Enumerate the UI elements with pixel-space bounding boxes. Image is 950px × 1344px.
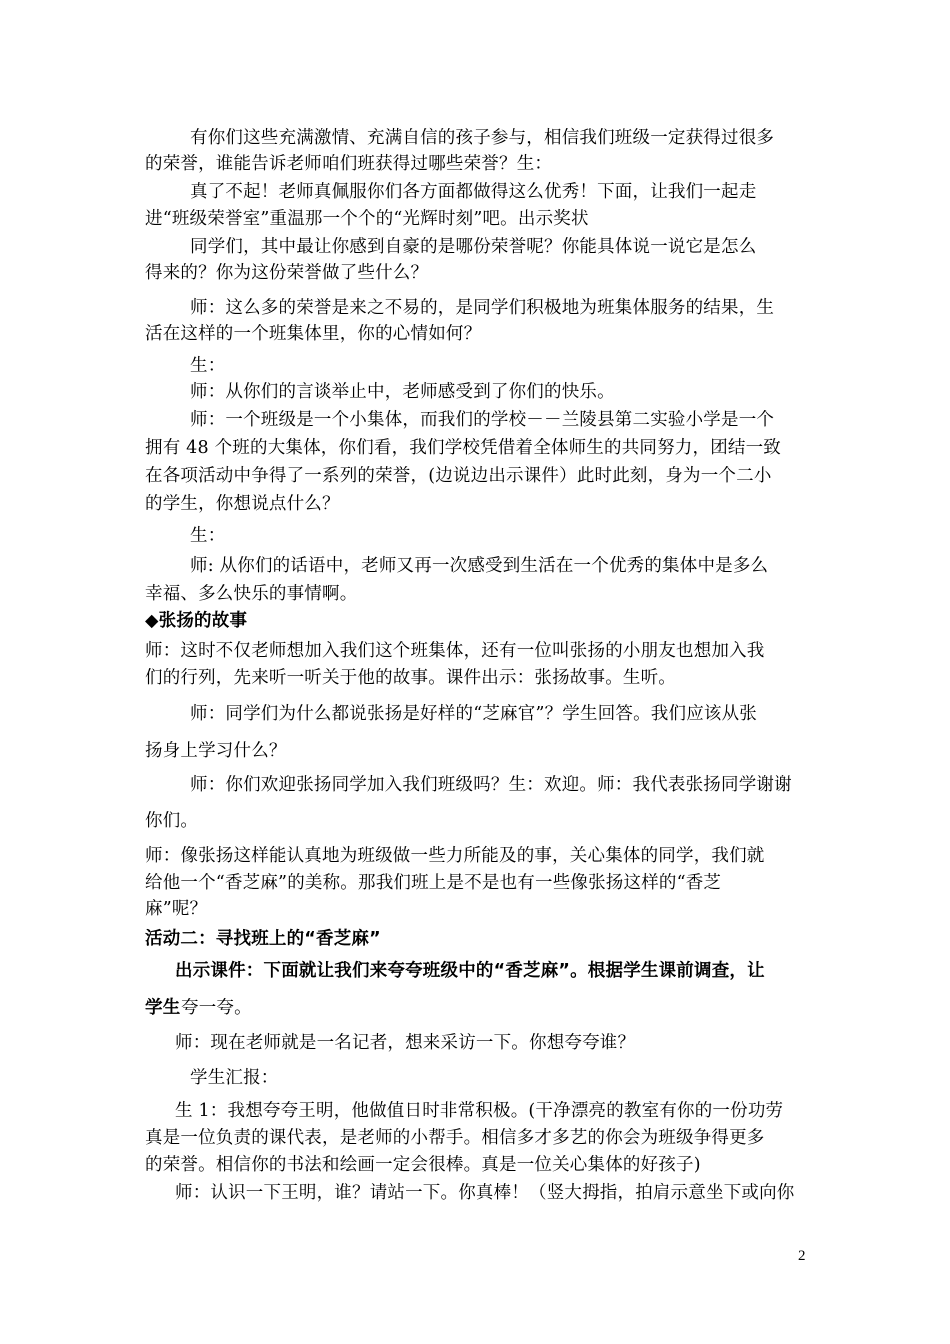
page-number: 2	[798, 1248, 806, 1264]
text-line: 的荣誉。相信你的书法和绘画一定会很棒。真是一位关心集体的好孩子)	[145, 1155, 701, 1175]
text-line: 师：认识一下王明，谁？请站一下。你真棒！（竖大拇指，拍肩示意坐下或向你	[175, 1183, 795, 1203]
text-line: 活在这样的一个班集体里，你的心情如何？	[145, 324, 482, 344]
text-line: 师：一个班级是一个小集体，而我们的学校－－兰陵县第二实验小学是一个	[190, 410, 775, 430]
text-line: 进“班级荣誉室”重温那一个个的“光辉时刻”吧。出示奖状	[145, 209, 589, 229]
text-line: 师：这么多的荣誉是来之不易的，是同学们积极地为班集体服务的结果，生	[190, 298, 775, 318]
text-line: 生：	[190, 356, 226, 376]
text-line: 师: 从你们的话语中，老师又再一次感受到生活在一个优秀的集体中是多么	[190, 556, 769, 576]
activity-heading: 活动二：寻找班上的“香芝麻”	[145, 929, 381, 949]
text-line: 的荣誉，谁能告诉老师咱们班获得过哪些荣誉？生：	[145, 154, 553, 174]
text-line: 同学们，其中最让你感到自豪的是哪份荣誉呢？你能具体说一说它是怎么	[190, 237, 757, 257]
text-line: 师：像张扬这样能认真地为班级做一些力所能及的事，关心集体的同学，我们就	[145, 846, 765, 866]
bold-fragment: 学生	[145, 998, 181, 1018]
text-line: 给他一个“香芝麻”的美称。那我们班上是不是也有一些像张扬这样的“香芝	[145, 873, 722, 893]
section-heading: ◆张扬的故事	[145, 611, 248, 631]
text-line: 师：现在老师就是一名记者，想来采访一下。你想夸夸谁？	[175, 1033, 636, 1053]
text-line: 扬身上学习什么？	[145, 741, 287, 761]
text-line: 拥有 48 个班的大集体，你们看，我们学校凭借着全体师生的共同努力，团结一致	[145, 438, 781, 458]
text-line: 师：你们欢迎张扬同学加入我们班级吗？生：欢迎。师：我代表张扬同学谢谢	[190, 775, 792, 795]
text-line: 你们。	[145, 811, 199, 831]
text-line: 师：同学们为什么都说张扬是好样的“芝麻官”？学生回答。我们应该从张	[190, 704, 757, 724]
text-line: 们的行列，先来听一听关于他的故事。课件出示：张扬故事。生听。	[145, 668, 676, 688]
text-line: 学生汇报：	[190, 1068, 279, 1088]
text-line: 真是一位负责的课代表，是老师的小帮手。相信多才多艺的你会为班级争得更多	[145, 1128, 765, 1148]
text-line: 真了不起！老师真佩服你们各方面都做得这么优秀！下面，让我们一起走	[190, 182, 757, 202]
bold-line: 出示课件：下面就让我们来夸夸班级中的“香芝麻”。根据学生课前调查，让	[175, 961, 765, 981]
text-line: 麻”呢？	[145, 899, 208, 919]
text-line: 生 1：我想夸夸王明，他做值日时非常积极。(干净漂亮的教室有你的一份功劳	[175, 1101, 784, 1121]
text-line: 幸福、多么快乐的事情啊。	[145, 584, 358, 604]
text-line: 有你们这些充满激情、充满自信的孩子参与，相信我们班级一定获得过很多	[190, 128, 775, 148]
text-line: 的学生，你想说点什么？	[145, 494, 340, 514]
text-line: 夸一夸。	[181, 998, 252, 1018]
text-line: 在各项活动中争得了一系列的荣誉，(边说边出示课件）此时此刻，身为一个二小	[145, 466, 772, 486]
text-line: 生：	[190, 526, 226, 546]
text-line: 师：这时不仅老师想加入我们这个班集体，还有一位叫张扬的小朋友也想加入我	[145, 641, 765, 661]
text-line: 师：从你们的言谈举止中，老师感受到了你们的快乐。	[190, 382, 615, 402]
text-line: 得来的？你为这份荣誉做了些什么？	[145, 263, 429, 283]
